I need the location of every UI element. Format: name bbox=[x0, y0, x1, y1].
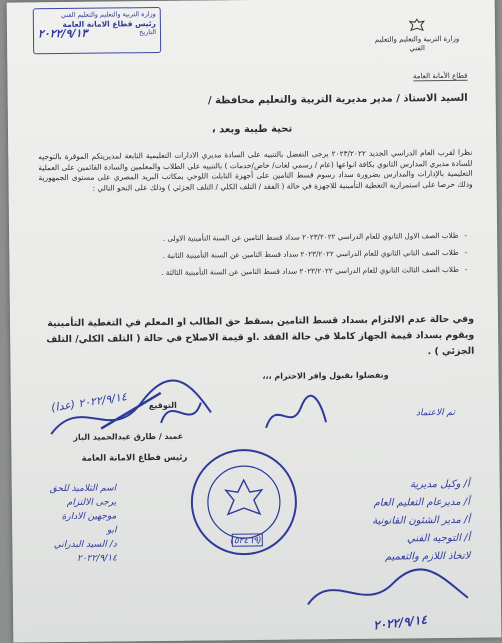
note-line: أ/ التوجيه الفني bbox=[406, 532, 471, 545]
initials-scribble-icon bbox=[261, 387, 332, 438]
handwritten-date-left: ٢٠٢٢/٩/١٤ (عدا) bbox=[50, 390, 128, 415]
ministry-header bbox=[367, 18, 467, 54]
sector-name: قطاع الأمانة العامة bbox=[412, 71, 468, 81]
list-item: - طلاب الصف الاول الثانوي للعام الدراسي ٢٠٢٣/٢٠٢٢ سداد قسط التامين عن السنة التأمينية الاولى . bbox=[162, 230, 468, 243]
signature-label: التوقيع bbox=[148, 400, 177, 411]
greeting: تحية طيبة وبعد ، bbox=[211, 123, 293, 136]
note-line: يرجى الالتزام bbox=[66, 497, 117, 508]
eagle-emblem-icon bbox=[408, 18, 426, 34]
closing-line: وتفضلوا بقبول وافر الاحترام ،،، bbox=[262, 370, 389, 381]
ministry-name: وزارة التربية والتعليم والتعليم الفني bbox=[374, 34, 460, 53]
left-handwritten-notes bbox=[50, 481, 117, 566]
note-line: ابو bbox=[106, 525, 117, 536]
registration-stamp bbox=[33, 7, 161, 54]
list-item-text: طلاب الصف الثاني الثانوي للعام الدراسي ٢٠٢٣/٢٠٢٢ سداد قسط التامين عن السنة التأمينية الثانية . bbox=[162, 247, 459, 260]
note-line: ٢٠٢٢/٩/١٤ bbox=[76, 553, 117, 564]
stamp-date-value: ٢٠٢٢/٩/١٣ bbox=[37, 26, 88, 41]
grade-list bbox=[49, 231, 468, 286]
note-line: اسم التلاميذ للحق bbox=[49, 483, 117, 495]
stamp-line-2: رئيس قطاع الامانة العامة bbox=[62, 19, 156, 29]
stamp-date-label: التاريخ bbox=[139, 28, 157, 37]
note-line: موجهين الادارة bbox=[61, 511, 117, 523]
note-line: د/ السيد البدراني bbox=[53, 539, 117, 551]
note-line: أ/ مديرعام التعليم العام bbox=[373, 496, 470, 509]
stamp-line-1: وزارة التربية والتعليم والتعليم الفني bbox=[60, 10, 156, 20]
note-paragraph: وفي حالة عدم الالتزام بسداد قسط التامين يسقط حق الطالب او المعلم في التغطية التأمينية ويقوم بسداد قيمة الجهاز كاملا في حالة الفقد .او قيمة الاصلاح في حالة ( التلف الكلي/ التلف الجزئي ) . bbox=[46, 313, 475, 358]
list-item-text: طلاب الصف الثالث الثانوي للعام الدراسي ٢٠٢٣/٢٠٢٢ سداد قسط التامين عن السنة التأمينية الثالثة . bbox=[161, 264, 459, 277]
addressee: السيد الاستاذ / مدير مديرية التربية والتعليم محافظة / bbox=[207, 92, 468, 107]
body-paragraph: نظرا لقرب العام الدراسي الجديد ٢٠٢٣/٢٠٢٢ يرجى التفضل بالتنبيه على السادة مديري الادارات التعليمية التابعة لمديريتكم الموقرة بالتوجيه للسادة مديري المدارس الثانوي بكافة انواعها (عام / رسمي لغات/ خاص/خدمات ) بالتنبيه على الطلاب والمعلمين والسادة القائمين على العملية التعليمية بالإدارات والمدارس بضرورة سداد رسوم قسط التامين على أجهزة التابلت اللوحي بمكاتب البريد المصري على مستوى الجمهورية وذلك حرصا على استمرارية التغطية التأمينية للاجهزة في حالة ( الفقد / التلف الكلي / التلف الجزئي ) وذلك على النحو التالي : bbox=[38, 147, 473, 193]
signatory-title: رئيس قطاع الامانة العامة bbox=[81, 452, 188, 464]
signatory-name: عميد / طارق عبدالحميد الباز bbox=[73, 431, 184, 442]
list-item: - طلاب الصف الثالث الثانوي للعام الدراسي ٢٠٢٣/٢٠٢٢ سداد قسط التامين عن السنة التأمينية الثالثة . bbox=[161, 264, 468, 277]
note-line: لاتخاذ اللازم والتعميم bbox=[384, 550, 471, 563]
note-line: أ/ وكيل مديرية bbox=[409, 478, 470, 491]
list-item: - طلاب الصف الثاني الثانوي للعام الدراسي ٢٠٢٣/٢٠٢٢ سداد قسط التامين عن السنة التأمينية الثانية . bbox=[162, 247, 468, 260]
bottom-handwritten-date: ٢٠٢٢/٩/١٤ bbox=[372, 612, 428, 633]
handwritten-approval: تم الاعتماد bbox=[415, 407, 456, 419]
bottom-signature-icon bbox=[303, 558, 474, 620]
note-line: أ/ مدير الشئون القانونية bbox=[372, 514, 471, 527]
seal-number: (٥٣٤٦٩) bbox=[230, 535, 262, 547]
document-page bbox=[7, 0, 502, 643]
handwritten-signature-icon bbox=[41, 372, 242, 454]
list-item-text: طلاب الصف الاول الثانوي للعام الدراسي ٢٠٢٣/٢٠٢٢ سداد قسط التامين عن السنة التأمينية الاولى . bbox=[162, 230, 459, 243]
referral-notes bbox=[330, 476, 471, 567]
